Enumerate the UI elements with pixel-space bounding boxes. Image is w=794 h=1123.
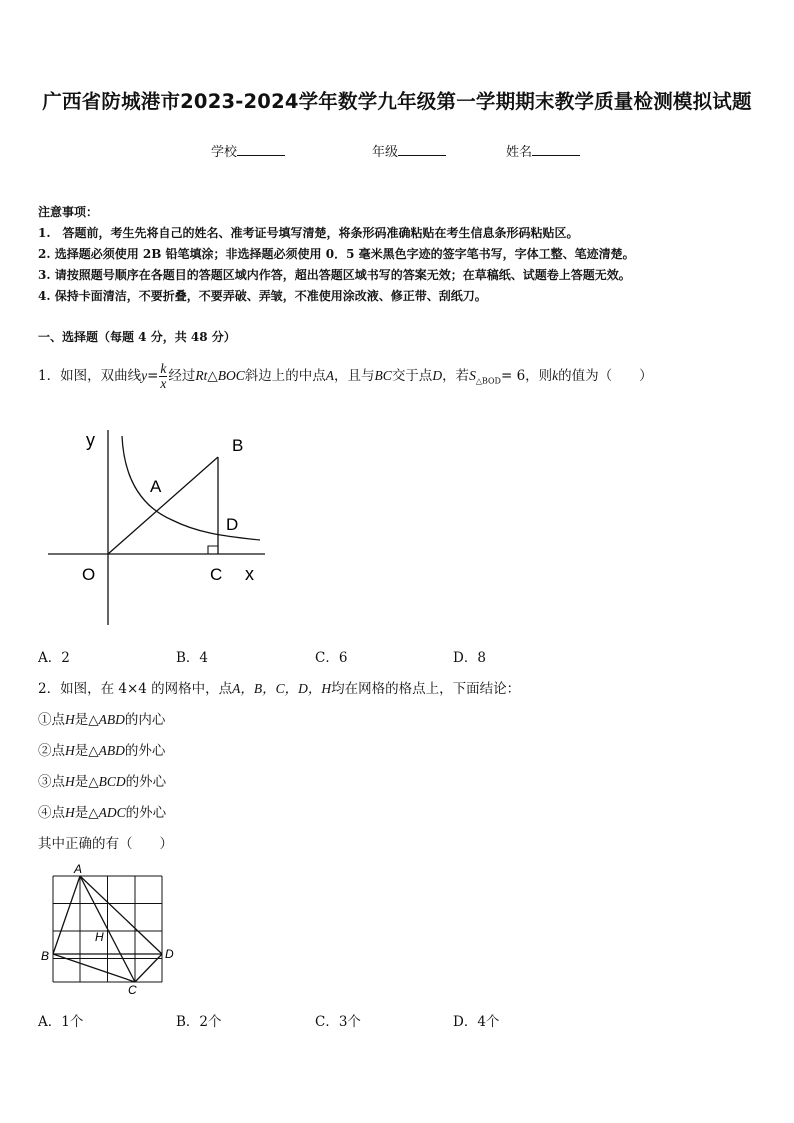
q2-option-a[interactable]: A．1个 [38,1014,84,1030]
q1-frac-num: k [160,361,167,376]
q1-fraction [159,362,167,391]
c4b: 是△ [74,805,99,821]
school-label: 学校 [211,145,238,160]
notice-item-2: 2. 选择题必须使用 2B 铅笔填涂；非选择题必须使用 0．5 毫米黑色字迹的签字笔书写，字体工整、笔迹清楚。 [38,247,635,261]
right-angle-mark [208,546,218,554]
label-H: H [95,930,104,944]
c2c: 的外心 [124,743,166,759]
q1-S: S [469,368,476,383]
c4tri: ADC [98,805,126,820]
c3c: 的外心 [125,774,167,790]
q1-option-a[interactable]: A．2 [38,650,70,666]
q1-option-b[interactable]: B．4 [176,650,209,666]
q1-t2: 斜边上的中点 [244,368,326,384]
q2-line1b: 均在网格的格点上，下面结论： [331,681,521,697]
q1-option-c[interactable]: C．6 [315,650,348,666]
q1-t1: 经过 [168,368,196,384]
q2-conclusion-4 [38,801,166,821]
q1-eq: = [147,368,159,384]
grade-label: 年级 [372,145,399,160]
q1-t3: ，且与 [334,368,375,384]
q1-figure [40,420,280,630]
notice-item-4: 4. 保持卡面清洁，不要折叠，不要弄破、弄皱，不准使用涂改液、修正带、刮纸刀。 [38,289,487,303]
label-D: D [165,947,174,961]
label-D: D [226,515,239,534]
q1-t6: = 6 [500,368,526,384]
c4H: H [65,805,75,820]
c3H: H [65,774,75,789]
grade-field[interactable] [372,141,446,160]
c3b: 是△ [74,774,99,790]
label-B: B [41,949,50,963]
grade-blank[interactable] [398,143,446,156]
segment-AD [80,876,162,954]
q2-figure [38,860,188,1000]
c1H: H [65,712,75,727]
label-A: A [74,862,83,876]
name-blank[interactable] [532,143,580,156]
q1-k2: k [552,368,559,383]
q2-conclusion-3 [38,770,166,790]
q1-BC: BC [374,368,392,383]
label-B: B [232,436,244,455]
q2-option-c[interactable]: C．3个 [315,1014,361,1030]
c2a: ②点 [38,743,65,759]
page-title: 广西省防城港市2023-2024学年数学九年级第一学期期末教学质量检测模拟试题 [42,90,752,113]
q2-option-d[interactable]: D．4个 [453,1014,500,1030]
name-label: 姓名 [506,145,533,160]
q1-A: A [325,368,335,383]
c1tri: ABD [98,712,125,727]
label-O: O [82,565,96,584]
notice-heading: 注意事项： [38,205,99,219]
q1-rt: Rt△BOC [195,368,245,383]
c1c: 的内心 [124,712,166,728]
school-field[interactable] [211,141,285,160]
q2-option-b[interactable]: B．2个 [176,1014,222,1030]
q1-D: D [432,368,443,383]
c1b: 是△ [74,712,99,728]
c3a: ③点 [38,774,65,790]
label-C: C [128,983,137,997]
section-heading: 一、选择题（每题 4 分，共 48 分） [38,330,236,344]
label-x: x [245,564,254,584]
c2b: 是△ [74,743,99,759]
q1-t7: ，则 [525,368,553,384]
notice-item-1: 1. 答题前，考生先将自己的姓名、准考证号填写清楚，将条形码准确粘贴在考生信息条形码粘贴区。 [38,226,579,240]
q2-ask: 其中正确的有（ ） [38,836,173,852]
q1-frac-den: x [160,376,167,391]
q1-option-d[interactable]: D．8 [453,650,486,666]
question-1-text [38,361,653,397]
name-field[interactable] [506,141,580,160]
label-y: y [86,430,95,450]
q1-t5: ，若 [442,368,470,384]
c4a: ④点 [38,805,65,821]
c2H: H [65,743,75,758]
q1-t8: 的值为（ ） [558,368,653,384]
q1-sub: △BOD [475,376,501,386]
c3tri: BCD [98,774,126,789]
label-C: C [210,565,223,584]
notice-item-3: 3. 请按照题号顺序在各题目的答题区域内作答，超出答题区域书写的答案无效；在草稿纸、试题卷上答题无效。 [38,268,631,282]
c2tri: ABD [98,743,125,758]
q2-conclusion-2 [38,739,165,759]
segment-AB [53,876,80,954]
q1-num: 1．如图，双曲线 [38,368,142,384]
c4c: 的外心 [125,805,167,821]
q2-points: A，B，C，D，H [232,681,332,696]
c1a: ①点 [38,712,65,728]
segment-OB [108,457,218,554]
q2-line1a: 2．如图，在 4×4 的网格中，点 [38,681,233,697]
q2-conclusion-1 [38,708,165,728]
label-A: A [150,477,162,496]
q1-var-y: y [141,368,148,383]
question-2-text [38,677,520,697]
q1-t4: 交于点 [391,368,433,384]
school-blank[interactable] [237,143,285,156]
